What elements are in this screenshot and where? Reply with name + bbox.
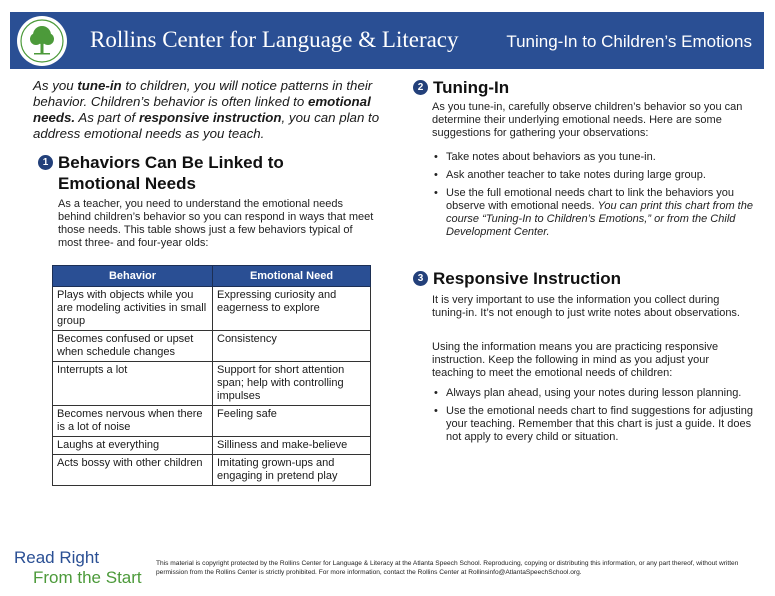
table-header-behavior: Behavior	[53, 266, 213, 287]
table-row	[53, 437, 371, 455]
table-cell-need: Expressing curiosity and eagerness to explore	[213, 287, 371, 331]
section1-title: Behaviors Can Be Linked to Emotional Needs	[58, 153, 284, 193]
section3-paragraph-1: It is very important to use the information you collect during tuning-in. It’s not enough to just write notes about observations.	[432, 294, 740, 319]
behavior-needs-table	[52, 265, 371, 486]
table-cell-need: Feeling safe	[213, 406, 371, 437]
section2-title: Tuning-In	[433, 78, 510, 97]
table-cell-behavior: Acts bossy with other children	[53, 455, 213, 486]
list-item: • Use the full emotional needs chart to link the behaviors you observe with emotional needs. You can print this chart from the course “Tuning-In to Children’s Emotions,” or from the Child Development Center.	[432, 187, 757, 239]
table-row	[53, 455, 371, 486]
table-cell-behavior: Laughs at everything	[53, 437, 213, 455]
school-seal-logo	[16, 15, 68, 67]
section1-heading	[38, 152, 338, 194]
list-item: • Use the emotional needs chart to find suggestions for adjusting your teaching. Remember that this chart is just a guide. It does not apply to every child or situation.	[432, 405, 757, 444]
table-row	[53, 331, 371, 362]
list-item: • Ask another teacher to take notes during large group.	[432, 169, 757, 182]
list-item: • Always plan ahead, using your notes during lesson planning.	[432, 387, 757, 400]
table-cell-behavior: Becomes nervous when there is a lot of noise	[53, 406, 213, 437]
section1-number-badge: 1	[38, 155, 53, 170]
section2-heading	[413, 77, 713, 98]
table-cell-need: Support for short attention span; help with controlling impulses	[213, 362, 371, 406]
table-cell-need: Silliness and make-believe	[213, 437, 371, 455]
section3-bullet-list	[432, 387, 757, 449]
read-right-logo-line1: Read Right	[14, 548, 100, 567]
section3-paragraph-2: Using the information means you are practicing responsive instruction. Keep the following in mind as you adjust your teaching to meet the emotional needs of children:	[432, 341, 719, 379]
table-row	[53, 287, 371, 331]
section3-title: Responsive Instruction	[433, 269, 621, 288]
table-row	[53, 406, 371, 437]
copyright-notice: This material is copyright protected by the Rollins Center for Language & Literacy at the Atlanta Speech School. Reproducing, copying or distributing this information, or any part thereof, without written permission from the Rollins Center is strictly prohibited. For more information, contact the Rollins Center at Rollinsinfo@AtlantaSpeechSchool.org.	[156, 560, 739, 576]
section3-heading	[413, 268, 713, 289]
header-banner	[10, 12, 764, 69]
table-cell-need: Imitating grown-ups and engaging in pretend play	[213, 455, 371, 486]
table-cell-behavior: Plays with objects while you are modeling activities in small group	[53, 287, 213, 331]
table-cell-behavior: Interrupts a lot	[53, 362, 213, 406]
table-cell-need: Consistency	[213, 331, 371, 362]
read-right-logo-line2: From the Start	[33, 568, 142, 587]
intro-paragraph: As you tune-in to children, you will notice patterns in their behavior. Children’s behavior is often linked to emotional needs. As part of responsive instruction, you can plan to address emotional needs as you teach.	[33, 78, 380, 141]
section2-number-badge: 2	[413, 80, 428, 95]
section1-paragraph: As a teacher, you need to understand the emotional needs behind children’s behavior so you can respond in ways that meet those needs. This table shows just a few behaviors typical of most three- and four-year olds:	[58, 198, 374, 249]
table-cell-behavior: Becomes confused or upset when schedule changes	[53, 331, 213, 362]
list-item: • Take notes about behaviors as you tune-in.	[432, 151, 757, 164]
table-header-emotional-need: Emotional Need	[213, 266, 371, 287]
table-row	[53, 362, 371, 406]
org-name: Rollins Center for Language & Literacy	[90, 27, 459, 52]
document-title: Tuning-In to Children’s Emotions	[506, 32, 752, 51]
section2-bullet-list	[432, 151, 757, 244]
section3-number-badge: 3	[413, 271, 428, 286]
section2-paragraph: As you tune-in, carefully observe children’s behavior so you can determine their underlying emotional needs. Here are some suggestions for gathering your observations:	[432, 101, 743, 139]
